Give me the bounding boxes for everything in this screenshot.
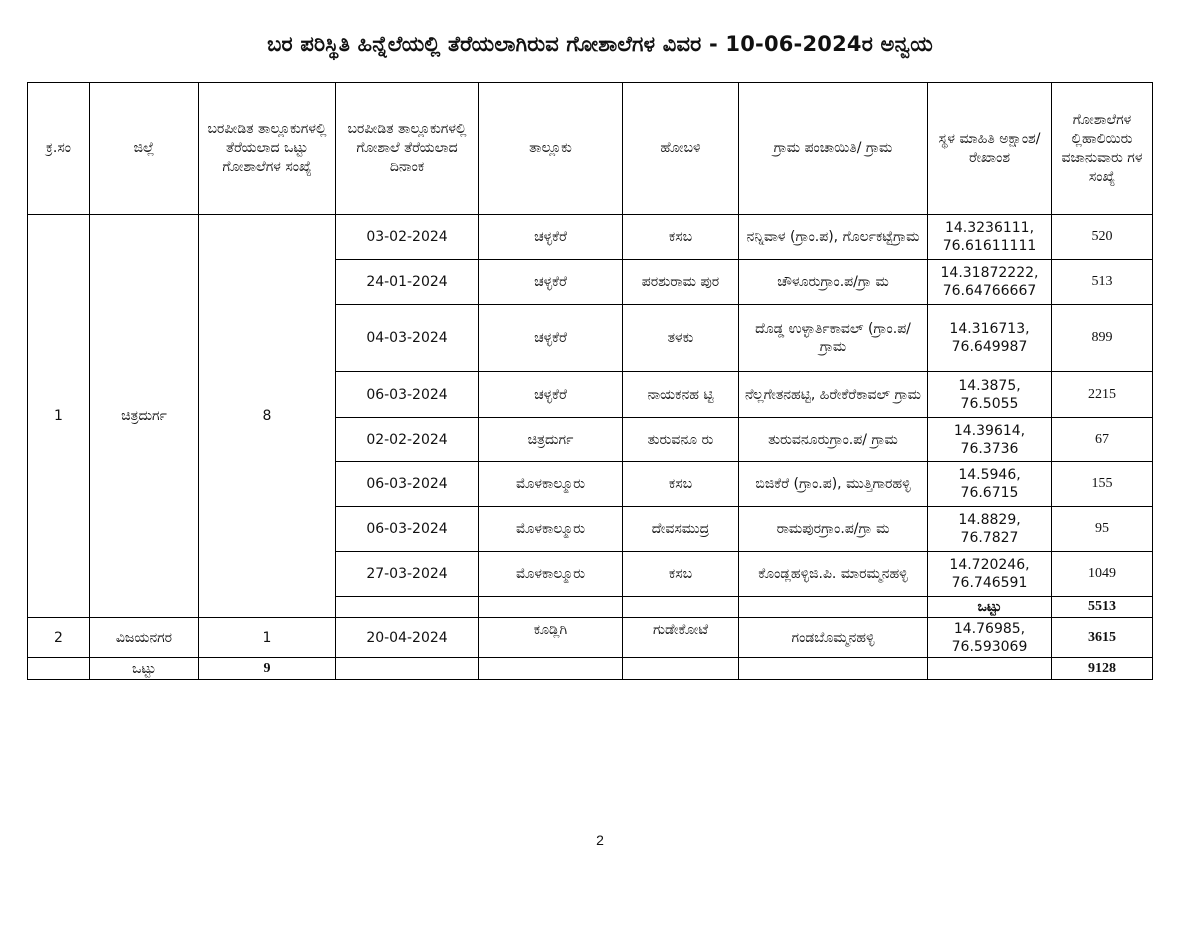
location-cell: 14.720246, 76.746591 xyxy=(928,552,1052,597)
village-cell: ನೆಲ್ಲಗೇತನಹಟ್ಟಿ, ಹಿರೇಕೆರೆಕಾವಲ್ ಗ್ರಾಮ xyxy=(739,372,928,418)
village-cell: ಕೊಂಡ್ಲಹಳ್ಳಿಜಿ.ಪಿ. ಮಾರಮ್ಮನಹಳ್ಳಿ xyxy=(739,552,928,597)
header-location: ಸ್ಥಳ ಮಾಹಿತಿ ಅಕ್ಷಾಂಶ/ ರೇಖಾಂಶ xyxy=(928,83,1052,215)
header-taluk: ತಾಲ್ಲೂಕು xyxy=(479,83,623,215)
hobli-cell: ಗುಡೇಕೋಟೆ xyxy=(623,618,739,658)
location-cell: 14.31872222, 76.64766667 xyxy=(928,260,1052,305)
empty-cell xyxy=(479,597,623,618)
empty-cell xyxy=(739,658,928,680)
cattle-cell: 2215 xyxy=(1052,372,1153,418)
header-cattle: ಗೋಶಾಲೆಗಳ ಲ್ಲಿಹಾಲಿಯಿರು ವಜಾನುವಾರು ಗಳ ಸಂಖ್ಯೆ xyxy=(1052,83,1153,215)
taluk-cell: ಚಳ್ಳಕೆರೆ xyxy=(479,372,623,418)
sl-cell: 2 xyxy=(28,618,90,658)
grand-total-row xyxy=(28,658,1153,680)
hobli-cell: ಕಸಬ xyxy=(623,462,739,507)
location-cell: 14.3875, 76.5055 xyxy=(928,372,1052,418)
empty-cell xyxy=(623,658,739,680)
date-cell: 27-03-2024 xyxy=(336,552,479,597)
location-cell: 14.39614, 76.3736 xyxy=(928,418,1052,462)
hobli-cell: ದೇವಸಮುದ್ರ xyxy=(623,507,739,552)
header-village: ಗ್ರಾಮ ಪಂಚಾಯಿತಿ/ ಗ್ರಾಮ xyxy=(739,83,928,215)
taluk-cell: ಚಳ್ಳಕೆರೆ xyxy=(479,215,623,260)
location-cell: 14.316713, 76.649987 xyxy=(928,305,1052,372)
date-cell: 04-03-2024 xyxy=(336,305,479,372)
taluk-cell: ಮೊಳಕಾಲ್ಮೂರು xyxy=(479,552,623,597)
date-cell: 06-03-2024 xyxy=(336,372,479,418)
empty-cell xyxy=(336,658,479,680)
count-cell: 8 xyxy=(199,215,336,618)
village-cell: ದೊಡ್ಡ ಉಳ್ಳಾರ್ತಿಕಾವಲ್ (ಗ್ರಾಂ.ಪ/ಗ್ರಾಮ xyxy=(739,305,928,372)
taluk-cell: ಕೂಡ್ಲಿಗಿ xyxy=(479,618,623,658)
date-cell: 02-02-2024 xyxy=(336,418,479,462)
district-cell: ವಿಜಯನಗರ xyxy=(90,618,199,658)
village-cell: ರಾಮಪುರಗ್ರಾಂ.ಪ/ಗ್ರಾ ಮ xyxy=(739,507,928,552)
cattle-cell: 1049 xyxy=(1052,552,1153,597)
cattle-cell: 3615 xyxy=(1052,618,1153,658)
count-cell: 1 xyxy=(199,618,336,658)
grand-total-label: ಒಟ್ಟು xyxy=(90,658,199,680)
goshala-table xyxy=(27,82,1153,680)
location-cell: 14.5946, 76.6715 xyxy=(928,462,1052,507)
cattle-cell: 67 xyxy=(1052,418,1153,462)
taluk-cell: ಚಳ್ಳಕೆರೆ xyxy=(479,260,623,305)
empty-cell xyxy=(28,658,90,680)
header-sl: ಕ್ರ.ಸಂ xyxy=(28,83,90,215)
taluk-cell: ಮೊಳಕಾಲ್ಮೂರು xyxy=(479,462,623,507)
empty-cell xyxy=(336,597,479,618)
hobli-cell: ನಾಯಕನಹ ಟ್ಟಿ xyxy=(623,372,739,418)
empty-cell xyxy=(928,658,1052,680)
taluk-cell: ಚಳ್ಳಕೆರೆ xyxy=(479,305,623,372)
hobli-cell: ತಳಕು xyxy=(623,305,739,372)
sl-cell: 1 xyxy=(28,215,90,618)
empty-cell xyxy=(739,597,928,618)
village-cell: ತುರುವನೂರುಗ್ರಾಂ.ಪ/ ಗ್ರಾಮ xyxy=(739,418,928,462)
cattle-cell: 513 xyxy=(1052,260,1153,305)
header-count: ಬರಪೀಡಿತ ತಾಲ್ಲೂಕುಗಳಲ್ಲಿ ತೆರೆಯಲಾದ ಒಟ್ಟು ಗೋಶಾಲೆಗಳ ಸಂಖ್ಯೆ xyxy=(199,83,336,215)
empty-cell xyxy=(479,658,623,680)
header-row xyxy=(28,83,1153,215)
hobli-cell: ಪರಶುರಾಮ ಪುರ xyxy=(623,260,739,305)
hobli-cell: ಕಸಬ xyxy=(623,552,739,597)
date-cell: 24-01-2024 xyxy=(336,260,479,305)
hobli-cell: ಕಸಬ xyxy=(623,215,739,260)
date-cell: 20-04-2024 xyxy=(336,618,479,658)
location-cell: 14.3236111, 76.61611111 xyxy=(928,215,1052,260)
page-title: ಬರ ಪರಿಸ್ಥಿತಿ ಹಿನ್ನೆಲೆಯಲ್ಲಿ ತೆರೆಯಲಾಗಿರುವ ಗೋಶಾಲೆಗಳ ವಿವರ - 10-06-2024ರ ಅನ್ವಯ xyxy=(267,32,933,56)
cattle-cell: 520 xyxy=(1052,215,1153,260)
cattle-cell: 95 xyxy=(1052,507,1153,552)
village-cell: ಬಿಜಿಕೆರೆ (ಗ್ರಾಂ.ಪ), ಮುತ್ತಿಗಾರಹಳ್ಳಿ xyxy=(739,462,928,507)
table-row xyxy=(28,215,1153,260)
village-cell: ಚೌಳೂರುಗ್ರಾಂ.ಪ/ಗ್ರಾ ಮ xyxy=(739,260,928,305)
header-hobli: ಹೋಬಳಿ xyxy=(623,83,739,215)
date-cell: 03-02-2024 xyxy=(336,215,479,260)
cattle-cell: 899 xyxy=(1052,305,1153,372)
header-date: ಬರಪೀಡಿತ ತಾಲ್ಲೂಕುಗಳಲ್ಲಿ ಗೋಶಾಲೆ ತೆರೆಯಲಾದ ದಿನಾಂಕ xyxy=(336,83,479,215)
date-cell: 06-03-2024 xyxy=(336,507,479,552)
grand-total-count: 9 xyxy=(199,658,336,680)
subtotal-label: ಒಟ್ಟು xyxy=(928,597,1052,618)
village-cell: ಗಂಡಬೊಮ್ಮನಹಳ್ಳಿ xyxy=(739,618,928,658)
taluk-cell: ಮೊಳಕಾಲ್ಮೂರು xyxy=(479,507,623,552)
taluk-cell: ಚಿತ್ರದುರ್ಗ xyxy=(479,418,623,462)
hobli-cell: ತುರುವನೂ ರು xyxy=(623,418,739,462)
grand-total-cattle: 9128 xyxy=(1052,658,1153,680)
date-cell: 06-03-2024 xyxy=(336,462,479,507)
empty-cell xyxy=(623,597,739,618)
subtotal-value: 5513 xyxy=(1052,597,1153,618)
village-cell: ನನ್ನಿವಾಳ (ಗ್ರಾಂ.ಪ), ಗೊರ್ಲಕಟ್ಟೆಗ್ರಾಮ xyxy=(739,215,928,260)
district-cell: ಚಿತ್ರದುರ್ಗ xyxy=(90,215,199,618)
location-cell: 14.76985, 76.593069 xyxy=(928,618,1052,658)
table-row xyxy=(28,618,1153,658)
header-district: ಜಿಲ್ಲೆ xyxy=(90,83,199,215)
location-cell: 14.8829, 76.7827 xyxy=(928,507,1052,552)
page-number: 2 xyxy=(596,832,604,848)
cattle-cell: 155 xyxy=(1052,462,1153,507)
